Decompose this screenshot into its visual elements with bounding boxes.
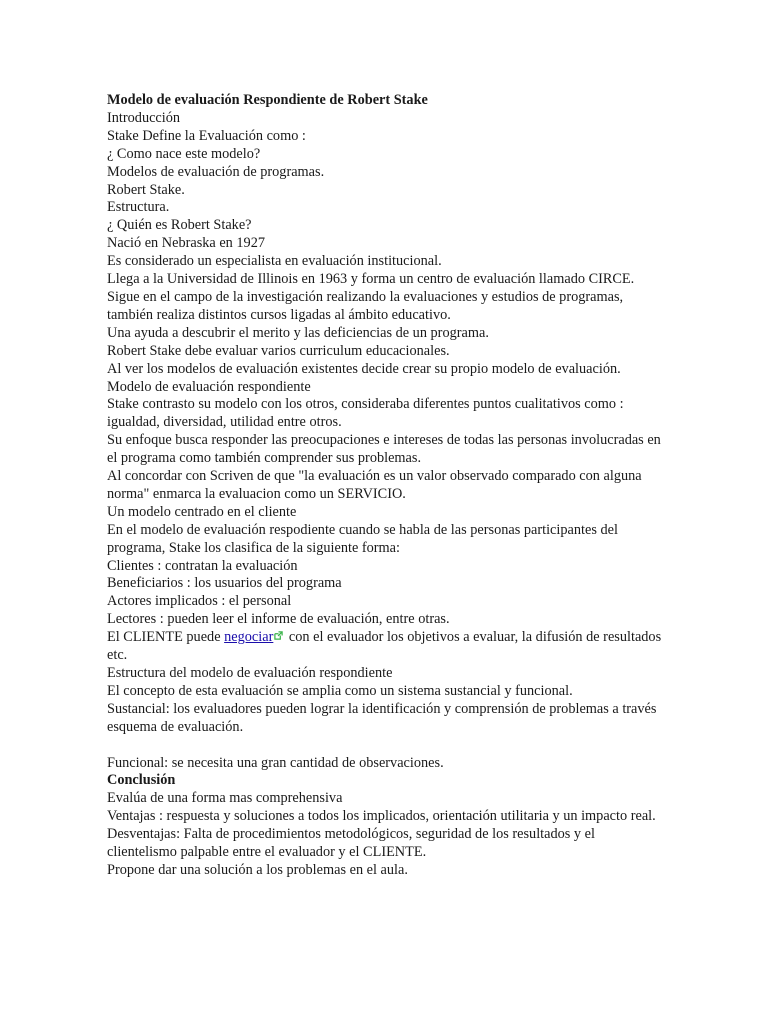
paragraph-line: Al ver los modelos de evaluación existentes decide crear su propio modelo de evaluación. [107, 360, 621, 377]
paragraph-line: Lectores : pueden leer el informe de evaluación, entre otras. [107, 611, 450, 628]
blank-line [107, 737, 667, 755]
client-paragraph [107, 629, 667, 665]
paragraph-line: El concepto de esta evaluación se amplia como un sistema sustancial y funcional. [107, 682, 573, 699]
paragraph-line: Robert Stake. [107, 181, 185, 198]
paragraph-line: Desventajas: Falta de procedimientos metodológicos, seguridad de los resultados y el clientelismo palpable entre el evaluador y el CLIENTE. [107, 826, 595, 861]
document-title: Modelo de evaluación Respondiente de Robert Stake [107, 92, 428, 108]
paragraph-line: Sustancial: los evaluadores pueden lograr la identificación y comprensión de problemas a través esquema de evaluación. [107, 700, 657, 735]
document-body [107, 92, 667, 880]
paragraph-line: En el modelo de evaluación respodiente cuando se habla de las personas participantes del programa, Stake los clasifica de la siguiente forma: [107, 521, 618, 556]
conclusion-section [107, 790, 667, 880]
paragraph-line: Su enfoque busca responder las preocupaciones e intereses de todas las personas involucradas en el programa como también comprender sus problemas. [107, 432, 661, 467]
paragraph-line: Clientes : contratan la evaluación [107, 557, 298, 574]
paragraph-line: Modelos de evaluación de programas. [107, 163, 325, 180]
paragraph-line: Evalúa de una forma mas comprehensiva [107, 790, 343, 807]
paragraph-line: Modelo de evaluación respondiente [107, 378, 311, 395]
paragraph-line: Estructura del modelo de evaluación respondiente [107, 665, 393, 681]
paragraph-line: Actores implicados : el personal [107, 593, 292, 610]
paragraph-line: Beneficiarios : los usuarios del programa [107, 575, 342, 592]
negociar-link[interactable]: negociar [224, 629, 274, 646]
paragraph-line: Llega a la Universidad de Illinois en 1963 y forma un centro de evaluación llamado CIRCE. [107, 271, 635, 288]
paragraph-line: ¿ Como nace este modelo? [107, 145, 261, 162]
paragraph-line: Ventajas : respuesta y soluciones a todos los implicados, orientación utilitaria y un impacto real. [107, 808, 656, 825]
paragraph-line: Sigue en el campo de la investigación realizando la evaluaciones y estudios de programas, también realiza distintos cursos ligadas al ámbito educativo. [107, 288, 624, 323]
paragraph-line: Robert Stake debe evaluar varios curriculum educacionales. [107, 342, 450, 359]
paragraph-line: Estructura. [107, 199, 170, 216]
paragraph-line: Al concordar con Scriven de que "la evaluación es un valor observado comparado con alguna norma" enmarca la evaluacion como un SERVICIO. [107, 468, 642, 502]
paragraph-line: Una ayuda a descubrir el merito y las deficiencias de un programa. [107, 324, 489, 341]
paragraph-line: Es considerado un especialista en evaluación institucional. [107, 253, 442, 270]
paragraph-line: Propone dar una solución a los problemas en el aula. [107, 861, 408, 878]
paragraph-line: Un modelo centrado en el cliente [107, 503, 297, 520]
structure-section [107, 665, 667, 737]
paragraph-line: Stake contrasto su modelo con los otros, consideraba diferentes puntos cualitativos como : igualdad, diversidad, utilidad entre otros. [107, 396, 624, 431]
paragraph-line: ¿ Quién es Robert Stake? [107, 217, 252, 234]
paragraph-line: Introducción [107, 109, 181, 126]
intro-section [107, 110, 667, 629]
paragraph-line: Stake Define la Evaluación como : [107, 127, 306, 144]
functional-line: Funcional: se necesita una gran cantidad de observaciones. [107, 754, 444, 771]
paragraph-line: Nació en Nebraska en 1927 [107, 235, 265, 252]
client-text-before: El CLIENTE puede [107, 629, 225, 646]
conclusion-heading: Conclusión [107, 772, 176, 789]
client-text-after: con el evaluador los objetivos a evaluar, la difusión de resultados etc. [107, 629, 662, 664]
external-link-icon[interactable] [274, 631, 283, 640]
